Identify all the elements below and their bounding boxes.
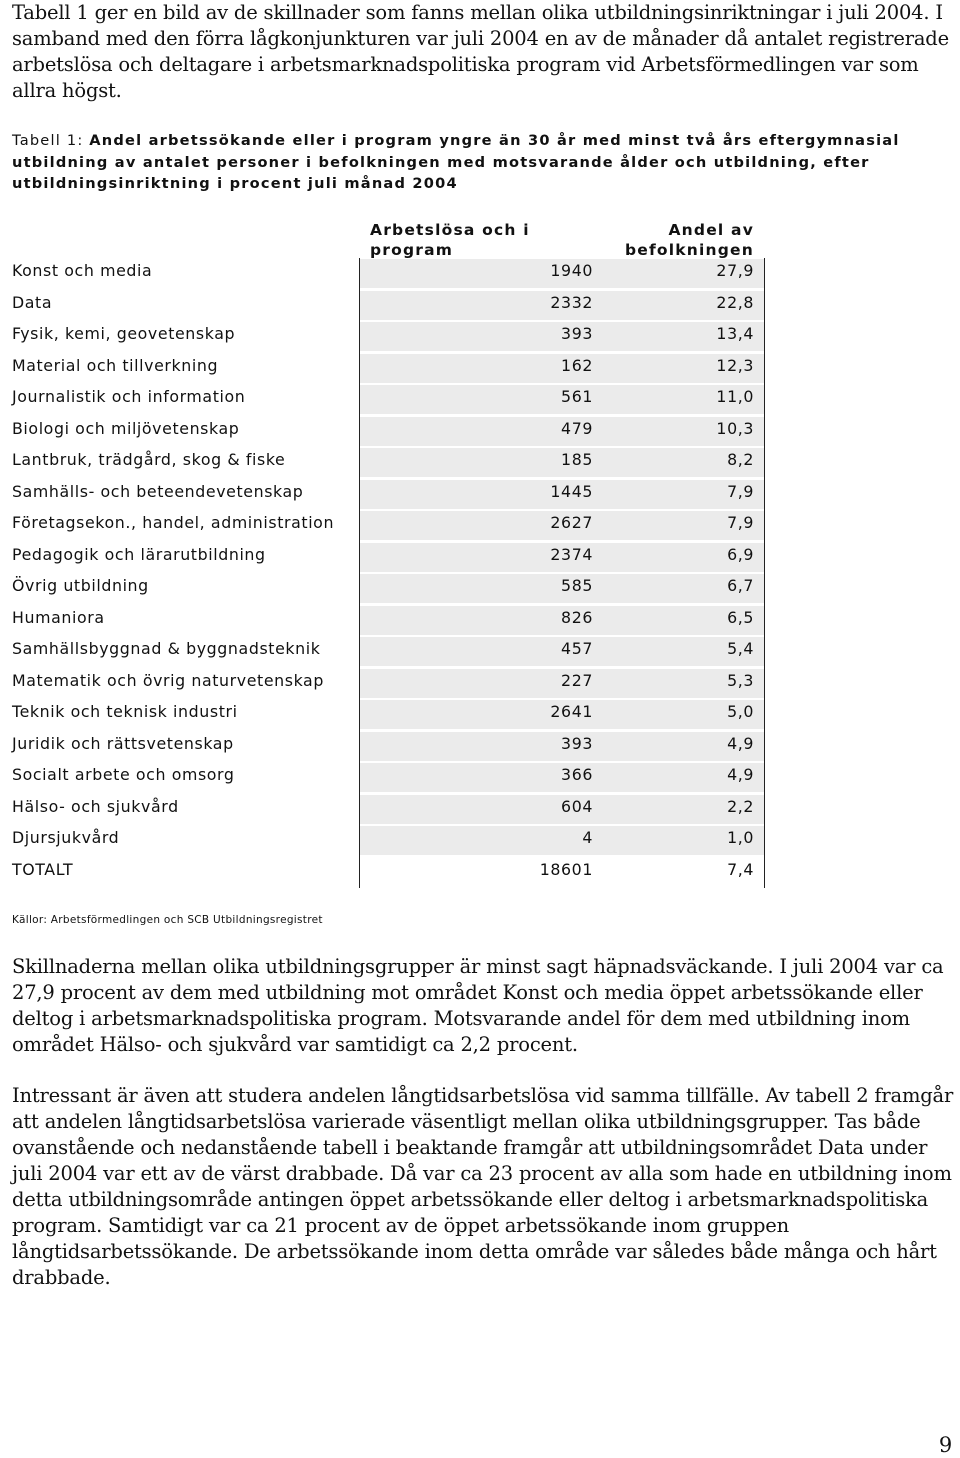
- count-cell: 2641: [550, 702, 593, 721]
- table-divider-right: [764, 258, 765, 888]
- table-row: [12, 731, 772, 763]
- table-row: [12, 573, 772, 605]
- table-row: [12, 762, 772, 794]
- count-cell: 1940: [550, 261, 593, 280]
- table-row: [12, 321, 772, 353]
- table-divider-left: [359, 258, 360, 888]
- category-cell: Företagsekon., handel, administration: [12, 513, 335, 532]
- table-caption-title: Andel arbetssökande eller i program yngre än 30 år med minst två års eftergymnasial utbildning av antalet personer i befolkningen med motsvarande ålder och utbildning, efter utbildningsinriktning i procent juli månad 2004: [12, 132, 900, 192]
- share-cell: 6,7: [727, 576, 754, 595]
- table-body: [12, 258, 772, 888]
- category-cell: Humaniora: [12, 607, 105, 627]
- page-number: 9: [938, 1433, 952, 1457]
- share-cell: 11,0: [716, 387, 754, 406]
- share-cell: 5,4: [727, 639, 754, 658]
- count-cell: 457: [561, 639, 593, 658]
- count-cell: 4: [582, 828, 593, 847]
- data-table: [12, 216, 772, 888]
- count-cell: 18601: [539, 859, 593, 879]
- count-cell: 604: [561, 796, 593, 816]
- share-cell: 6,9: [727, 544, 754, 564]
- count-cell: 585: [561, 576, 593, 595]
- category-cell: Journalistik och information: [12, 387, 246, 406]
- count-cell: 162: [561, 355, 593, 375]
- table-total-row: [12, 857, 772, 889]
- category-cell: Matematik och övrig naturvetenskap: [12, 670, 324, 690]
- category-cell: Biologi och miljövetenskap: [12, 418, 240, 438]
- category-cell: Lantbruk, trädgård, skog & fiske: [12, 450, 286, 469]
- count-cell: 2374: [550, 544, 593, 564]
- count-cell: 1445: [550, 481, 593, 501]
- table-row: [12, 794, 772, 826]
- table-caption-prefix: Tabell 1:: [12, 132, 90, 149]
- category-cell: Samhällsbyggnad & byggnadsteknik: [12, 639, 321, 658]
- intro-paragraph: Tabell 1 ger en bild av de skillnader som fanns mellan olika utbildningsinriktningar i juli 2004. I samband med den förra lågkonjunkturen var juli 2004 en av de månader då antalet registrerade arbetslösa och deltagare i arbetsmarknadspolitiska program vid Arbetsförmedlingen var som allra högst.: [12, 1, 949, 102]
- body-paragraph-2: Intressant är även att studera andelen långtidsarbetslösa vid samma tillfälle. Av tabell 2 framgår att andelen långtidsarbetslösa varierade väsentligt mellan olika utbildningsgrupper. Tas både ovanstående och nedanstående tabell i beaktande framgår att utbildningsområdet Data under juli 2004 var ett av de värst drabbade. Då var ca 23 procent av alla som hade en utbildning inom detta utbildningsområde antingen öppet arbetssökande eller deltog i arbetsmarknadspolitiska program. Samtidigt var ca 21 procent av de öppet arbetssökande inom gruppen långtidsarbetssökande. De arbetssökande inom detta område var således både många och hårt drabbade.: [12, 1084, 954, 1289]
- count-cell: 227: [561, 670, 593, 690]
- share-cell: 5,0: [727, 702, 754, 721]
- category-cell: Pedagogik och lärarutbildning: [12, 544, 266, 564]
- category-cell: Juridik och rättsvetenskap: [12, 733, 234, 753]
- table-header: [12, 216, 772, 258]
- category-cell: Övrig utbildning: [12, 576, 149, 595]
- share-cell: 10,3: [716, 418, 754, 438]
- category-cell: Djursjukvård: [12, 828, 120, 847]
- table-row: [12, 447, 772, 479]
- table-row: [12, 636, 772, 668]
- category-cell: Hälso- och sjukvård: [12, 796, 179, 816]
- category-cell: Fysik, kemi, geovetenskap: [12, 324, 236, 343]
- table-row: [12, 290, 772, 322]
- table-row: [12, 825, 772, 857]
- column-header-share: Andel av befolkningen: [624, 221, 754, 259]
- count-cell: 185: [561, 450, 593, 469]
- table-row: [12, 479, 772, 511]
- count-cell: 826: [561, 607, 593, 627]
- table-source-note: Källor: Arbetsförmedlingen och SCB Utbildningsregistret: [12, 914, 323, 926]
- count-cell: 2627: [550, 513, 593, 532]
- share-cell: 7,9: [727, 481, 754, 501]
- table-row: [12, 258, 772, 290]
- category-cell: TOTALT: [12, 859, 74, 879]
- category-cell: Data: [12, 292, 53, 312]
- category-cell: Material och tillverkning: [12, 355, 219, 375]
- share-cell: 1,0: [727, 828, 754, 847]
- share-cell: 7,9: [727, 513, 754, 532]
- count-cell: 2332: [550, 292, 593, 312]
- category-cell: Konst och media: [12, 261, 153, 280]
- share-cell: 7,4: [727, 859, 754, 879]
- table-row: [12, 542, 772, 574]
- table-row: [12, 416, 772, 448]
- category-cell: Socialt arbete och omsorg: [12, 765, 235, 784]
- table-caption: [12, 130, 942, 195]
- column-header-count: Arbetslösa och i program: [370, 221, 530, 259]
- count-cell: 561: [561, 387, 593, 406]
- share-cell: 13,4: [716, 324, 754, 343]
- share-cell: 27,9: [716, 261, 754, 280]
- category-cell: Samhälls- och beteendevetenskap: [12, 481, 304, 501]
- table-row: [12, 668, 772, 700]
- count-cell: 393: [561, 324, 593, 343]
- count-cell: 479: [561, 418, 593, 438]
- table-row: [12, 384, 772, 416]
- body-paragraph-1: Skillnaderna mellan olika utbildningsgrupper är minst sagt häpnadsväckande. I juli 2004 var ca 27,9 procent av dem med utbildning mot området Konst och media öppet arbetssökande eller deltog i arbetsmarknadspolitiska program. Motsvarande andel för dem med utbildning inom området Hälso- och sjukvård var samtidigt ca 2,2 procent.: [12, 955, 944, 1056]
- table-row: [12, 699, 772, 731]
- table-row: [12, 605, 772, 637]
- share-cell: 2,2: [727, 796, 754, 816]
- share-cell: 6,5: [727, 607, 754, 627]
- share-cell: 8,2: [727, 450, 754, 469]
- share-cell: 4,9: [727, 733, 754, 753]
- share-cell: 12,3: [716, 355, 754, 375]
- count-cell: 393: [561, 733, 593, 753]
- table-row: [12, 510, 772, 542]
- table-row: [12, 353, 772, 385]
- share-cell: 4,9: [727, 765, 754, 784]
- count-cell: 366: [561, 765, 593, 784]
- category-cell: Teknik och teknisk industri: [12, 702, 238, 721]
- share-cell: 22,8: [716, 292, 754, 312]
- share-cell: 5,3: [727, 670, 754, 690]
